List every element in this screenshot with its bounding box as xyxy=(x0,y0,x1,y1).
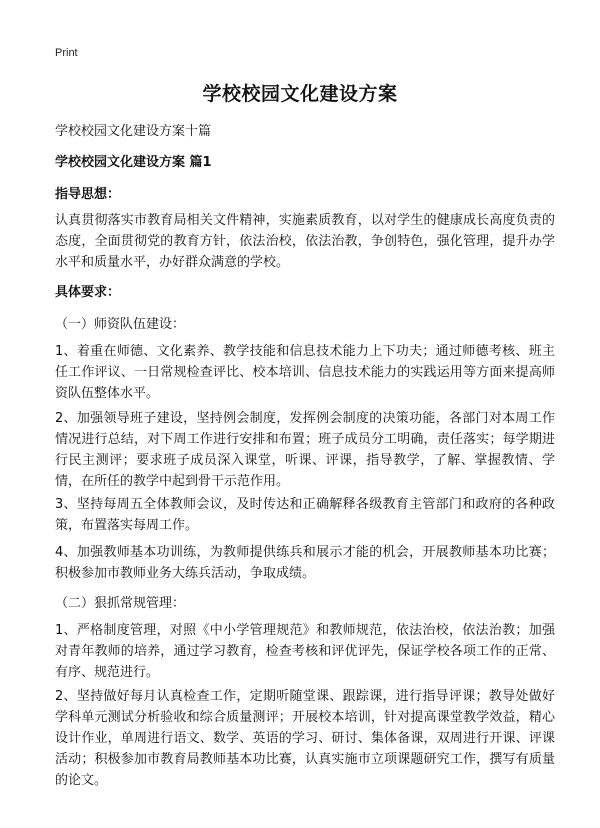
page-title: 学校校园文化建设方案 xyxy=(202,83,398,105)
guiding-heading: 指导思想： xyxy=(55,187,121,202)
section-1-paragraph-3: 3、坚持每周五全体教师会议，及时传达和正确解释各级教育主管部门和政府的各种政策，布置落实每周工作。 xyxy=(55,497,555,533)
section-2-heading: （二）狠抓常规管理： xyxy=(55,596,186,611)
section-1-paragraph-1: 1、着重在师德、文化素养、教学技能和信息技术能力上下功夫；通过师德考核、班主任工作评议、一日常规检查评比、校本培训、信息技术能力的实践运用等方面来提高师资队伍整体水平。 xyxy=(55,344,555,401)
guiding-paragraph: 认真贯彻落实市教育局相关文件精神，实施素质教育，以对学生的健康成长高度负责的态度，全面贯彻党的教育方针，依法治校，依法治教，争创特色，强化管理，提升办学水平和质量水平，办好群众满意的学校。 xyxy=(55,213,555,270)
section-1-paragraph-2: 2、加强领导班子建设，坚持例会制度，发挥例会制度的决策功能，各部门对本周工作情况进行总结，对下周工作进行安排和布置；班子成员分工明确，责任落实；每学期进行民主测评；要求班子成员深入课堂，听课、评课，指导教学，了解、掌握教情、学情，在所任的教学中起到骨干示范作用。 xyxy=(55,411,555,489)
requirements-heading: 具体要求： xyxy=(55,285,121,300)
print-label: Print xyxy=(55,47,78,59)
section-1-heading: （一）师资队伍建设： xyxy=(55,317,186,332)
section-2-paragraph-2: 2、坚持做好每月认真检查工作，定期听随堂课、跟踪课，进行指导评课；教导处做好学科单元测试分析验收和综合质量测评；开展校本培训，针对提高课堂教学效益，精心设计作业，单周进行语文、数学、英语的学习、研讨、集体备课，双周进行开课、评课活动；积极参加市教育局教师基本功比赛，认真实施市立项课题研究工作，撰写有质量的论文。 xyxy=(55,689,555,788)
article-title: 学校校园文化建设方案 篇1 xyxy=(55,155,212,170)
section-2-paragraph-1: 1、严格制度管理，对照《中小学管理规范》和教师规范，依法治校，依法治教；加强对青年教师的培养，通过学习教育，检查考核和评优评先，保证学校各项工作的正常、有序、规范进行。 xyxy=(55,623,555,680)
document-subtitle: 学校校园文化建设方案十篇 xyxy=(55,124,212,139)
section-1-paragraph-4: 4、加强教师基本功训练，为教师提供练兵和展示才能的机会，开展教师基本功比赛；积极参加市教师业务大练兵活动，争取成绩。 xyxy=(55,545,555,581)
